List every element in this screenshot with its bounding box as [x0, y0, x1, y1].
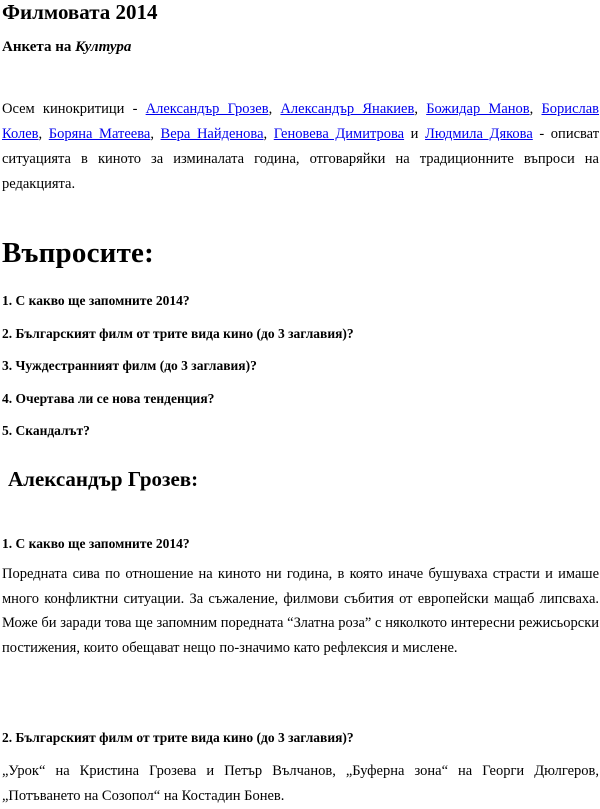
intro-tail: - описват ситуацията в киното за изминалата година, отговаряйки на традиционните въпроси на редакцията. [2, 126, 600, 192]
question-item: 1. С какво ще запомните 2014? [2, 293, 190, 308]
question-item: 3. Чуждестранният филм (до 3 заглавия)? [2, 358, 257, 373]
answer-text-2: „Урок“ на Кристина Грозева и Петър Вълчанов, „Буферна зона“ на Георги Дюлгеров, „Потъването на Созопол“ на Костадин Бонев. [2, 763, 599, 804]
intro-lead: Осем кинокритици - [2, 101, 146, 117]
publication-name: Култура [75, 39, 132, 55]
critic-link-naydenova[interactable]: Вера Найденова [160, 126, 264, 142]
critic-link-dimitrova[interactable]: Геновева Димитрова [273, 126, 405, 142]
question-item: 2. Българският филм от трите вида кино (до 3 заглавия)? [2, 325, 354, 341]
critic-link-grozev[interactable]: Александър Грозев [145, 101, 269, 117]
critic-link-kolev[interactable]: Борислав Колев [2, 101, 600, 142]
critic-link-mateeva[interactable]: Боряна Матеева [48, 126, 151, 142]
answer-question-2: 2. Българският филм от трите вида кино (до 3 заглавия)? [2, 730, 354, 745]
critic-link-yanakiev[interactable]: Александър Янакиев [280, 101, 415, 117]
critic-link-manov[interactable]: Божидар Манов [426, 101, 530, 117]
question-item: 5. Скандалът? [2, 423, 90, 438]
page-title: Филмовата 2014 [2, 0, 158, 24]
critic-link-dyakova[interactable]: Людмила Дякова [425, 126, 533, 142]
page-subtitle [2, 38, 131, 56]
question-item: 4. Очертава ли се нова тенденция? [2, 390, 215, 406]
questions-list [2, 293, 354, 456]
subtitle-prefix: Анкета на [2, 39, 76, 55]
section-heading: Александър Грозев: [8, 467, 199, 491]
intro-paragraph: Осем кинокритици - Александър Грозев, Александър Янакиев, Божидар Манов, Борислав Колев, Боряна Матеева, Вера Найденова, Геновева Димитрова и Людмила Дякова - описват ситуацията в киното за изминалата година, отговаряйки на традиционните въпроси на редакцията. [2, 101, 600, 192]
answer-text-1: Поредната сива по отношение на киното ни година, в която иначе бушуваха страсти и имаше много конфликтни ситуации. За съжаление, филмови събития от европейски мащаб липсваха. Може би заради това ще запомним поредната “Златна роза” с няколкото интересни режисьорски постижения, които обещават нещо по-значимо като рефлексия и мислене. [2, 566, 599, 656]
questions-heading: Въпросите: [2, 237, 154, 269]
answer-question-1: 1. С какво ще запомните 2014? [2, 536, 190, 551]
